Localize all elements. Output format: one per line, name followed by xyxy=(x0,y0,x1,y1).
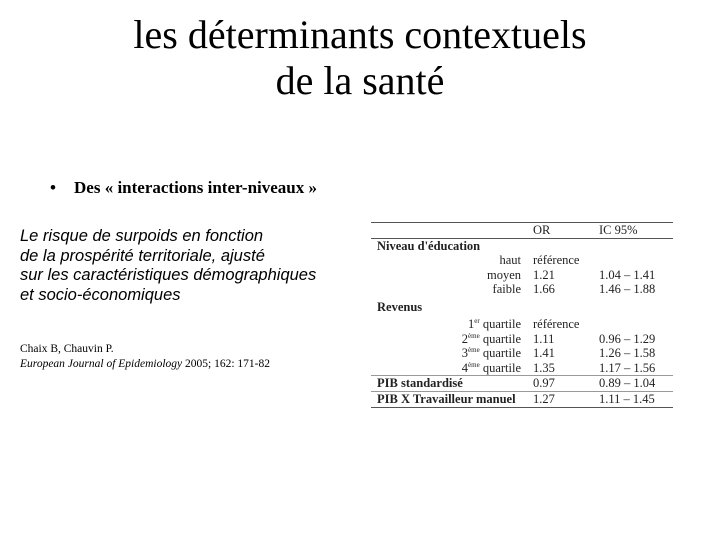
row-label xyxy=(371,317,529,332)
table-row xyxy=(371,253,673,268)
quartile-word: quartile xyxy=(482,331,521,346)
quartile-suffix: ème xyxy=(468,360,480,369)
row-or: 0.97 xyxy=(529,376,597,392)
row-ci: 1.26 – 1.58 xyxy=(599,346,656,361)
row-ci: 1.46 – 1.88 xyxy=(599,282,656,297)
citation-authors: Chaix B, Chauvin P. xyxy=(20,343,114,355)
row-label: moyen xyxy=(486,267,521,282)
quartile-word: quartile xyxy=(482,346,521,361)
row-ci: 1.17 – 1.56 xyxy=(599,360,656,375)
quartile-suffix: er xyxy=(474,316,480,325)
row-or: 1.27 xyxy=(529,391,597,407)
slide-title-line-1: les déterminants contextuels xyxy=(133,12,587,57)
table-row xyxy=(371,317,673,332)
row-label: haut xyxy=(499,253,521,268)
row-or: référence xyxy=(533,316,580,331)
table-row xyxy=(371,268,673,283)
row-label xyxy=(371,361,529,376)
header-ci: IC 95% xyxy=(597,223,673,239)
table-row xyxy=(371,391,673,407)
row-ci xyxy=(597,317,673,332)
slide-title xyxy=(60,12,660,104)
quartile-number: 2 xyxy=(461,331,469,346)
row-or: référence xyxy=(533,253,580,268)
row-ci: 0.89 – 1.04 xyxy=(597,376,673,392)
table-header-row xyxy=(371,223,673,239)
odds-ratio-table xyxy=(371,222,673,408)
quartile-word: quartile xyxy=(482,360,521,375)
table-row xyxy=(371,332,673,347)
table-row xyxy=(371,361,673,376)
table-row xyxy=(371,282,673,297)
quartile-number: 4 xyxy=(461,360,469,375)
bullet-text: Des « interactions inter-niveaux » xyxy=(74,178,318,197)
quartile-number: 3 xyxy=(461,346,469,361)
row-or: 1.11 xyxy=(533,331,555,346)
table-row xyxy=(371,376,673,392)
row-ci: 1.11 – 1.45 xyxy=(597,391,673,407)
row-label: PIB standardisé xyxy=(371,376,529,392)
quartile-suffix: ème xyxy=(468,346,480,355)
row-ci: 1.04 – 1.41 xyxy=(599,267,656,282)
row-label xyxy=(371,346,529,361)
header-or: OR xyxy=(529,223,597,239)
quartile-suffix: ème xyxy=(468,331,480,340)
row-label: PIB X Travailleur manuel xyxy=(371,391,529,407)
quartile-word: quartile xyxy=(482,316,521,331)
row-or: 1.21 xyxy=(533,267,555,282)
table-row xyxy=(371,346,673,361)
citation-source xyxy=(20,357,270,372)
revenus-heading: Revenus xyxy=(377,299,423,314)
section-heading-row xyxy=(371,238,673,253)
description-line-2: de la prospérité territoriale, ajusté xyxy=(20,246,265,265)
citation-details: 2005; 162: 171-82 xyxy=(182,358,271,370)
citation xyxy=(20,342,270,372)
row-or: 1.41 xyxy=(533,346,555,361)
header-label xyxy=(371,223,529,239)
quartile-number: 1 xyxy=(467,316,475,331)
study-description xyxy=(20,227,365,305)
row-ci: 0.96 – 1.29 xyxy=(599,331,656,346)
description-line-3: sur les caractéristiques démographiques xyxy=(20,266,317,285)
row-ci xyxy=(597,253,673,268)
slide-title-line-2: de la santé xyxy=(275,58,445,103)
row-or: 1.35 xyxy=(533,360,555,375)
description-line-1: Le risque de surpoids en fonction xyxy=(20,227,264,245)
row-label: faible xyxy=(492,282,521,297)
section-heading-row xyxy=(371,297,673,317)
bullet-icon: • xyxy=(50,178,56,197)
row-label xyxy=(371,332,529,347)
row-or: 1.66 xyxy=(533,282,555,297)
citation-journal: European Journal of Epidemiology xyxy=(20,358,183,370)
education-heading: Niveau d'éducation xyxy=(377,238,481,253)
bullet-point xyxy=(50,178,317,198)
description-line-4: et socio-économiques xyxy=(20,285,181,304)
